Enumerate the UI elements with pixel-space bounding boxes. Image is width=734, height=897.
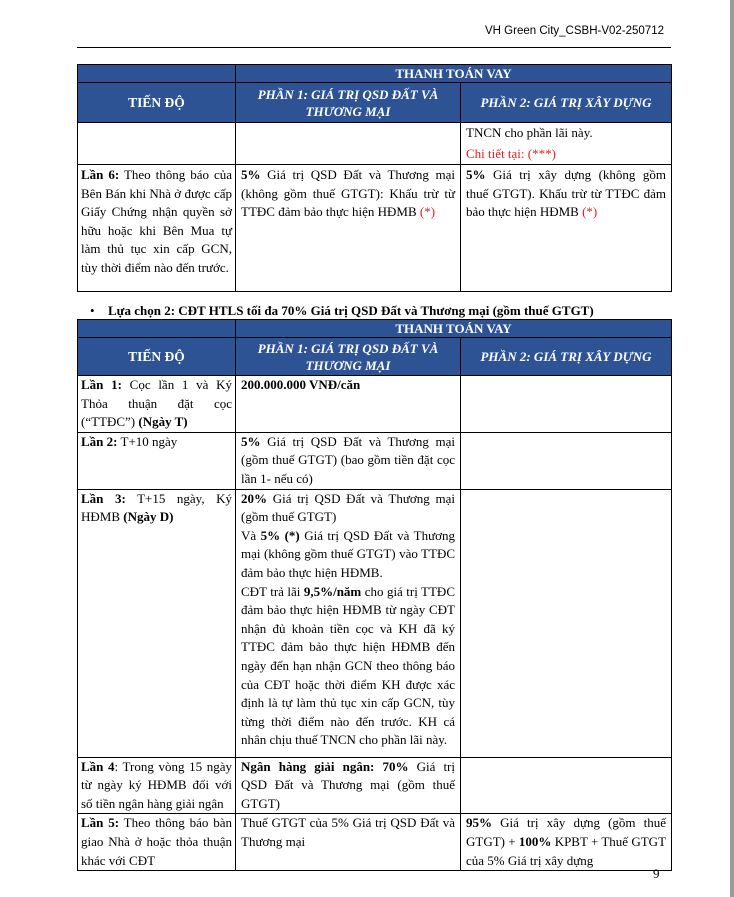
column-header-part2: PHẦN 2: GIÁ TRỊ XÂY DỰNG — [461, 83, 672, 123]
page-edge — [730, 0, 734, 897]
progress-cell: Lần 6: Theo thông báo của Bên Bán khi Nhà ở được cấp Giấy Chứng nhận quyền sở hữu hoặc khi Bên Mua tự làm thủ tục xin cấp GCN, tùy thời điểm nào đến trước. — [78, 165, 236, 292]
column-header-progress: TIẾN ĐỘ — [78, 338, 236, 376]
progress-cell: Lần 5: Theo thông báo bàn giao Nhà ở hoặc thỏa thuận khác với CĐT — [78, 814, 236, 871]
group-header-loan-payment: THANH TOÁN VAY — [236, 65, 672, 83]
paragraph: CĐT trả lãi 9,5%/năm cho giá trị TTĐC đảm bảo thực hiện HĐMB từ ngày CĐT nhận đủ khoản tiền cọc và KH đã ký TTĐC đảm bảo thực hiện HĐMB đến ngày đến hạn nhận GCN theo thông báo của CĐT hoặc thời điểm KH được xác định là tự làm thủ tục xin cấp GCN, tùy từng thời điểm nào đến trước. KH cá nhân chịu thuế TNCN cho phần lãi này. — [241, 583, 455, 748]
table-row — [78, 165, 672, 292]
column-header-part1: PHẦN 1: GIÁ TRỊ QSD ĐẤT VÀ THƯƠNG MẠI — [236, 83, 461, 123]
part2-cell — [461, 757, 672, 814]
part1-cell: 200.000.000 VNĐ/căn — [236, 376, 461, 433]
part2-cell: 95% Giá trị xây dựng (gồm thuế GTGT) + 100% KPBT + Thuế GTGT của 5% Giá trị xây dựng — [461, 814, 672, 871]
table-row — [78, 814, 672, 871]
table-row — [78, 489, 672, 757]
table-row — [78, 432, 672, 489]
progress-cell: Lần 2: T+10 ngày — [78, 432, 236, 489]
payment-table-option1 — [77, 64, 672, 292]
paragraph: Và 5% (*) Giá trị QSD Đất và Thương mại (không gồm thuế GTGT) vào TTĐC đảm bảo thực hiện HĐMB. — [241, 527, 455, 580]
payment-table-option2 — [77, 319, 672, 871]
page-number: 9 — [653, 866, 660, 881]
part1-cell: Ngân hàng giải ngân: 70% Giá trị QSD Đất và Thương mại (gồm thuế GTGT) — [236, 757, 461, 814]
part1-cell: Thuế GTGT của 5% Giá trị QSD Đất và Thương mại — [236, 814, 461, 871]
progress-cell: Lần 1: Cọc lần 1 và Ký Thỏa thuận đặt cọc (“TTĐC”) (Ngày T) — [78, 376, 236, 433]
table-cell — [78, 123, 236, 165]
column-header-part1: PHẦN 1: GIÁ TRỊ QSD ĐẤT VÀ THƯƠNG MẠI — [236, 338, 461, 376]
part1-cell — [236, 489, 461, 757]
column-header-progress: TIẾN ĐỘ — [78, 83, 236, 123]
table-header-empty — [78, 320, 236, 338]
table-cell — [461, 123, 672, 165]
progress-cell: Lần 4: Trong vòng 15 ngày từ ngày ký HĐMB đối với số tiền ngân hàng giải ngân — [78, 757, 236, 814]
part1-cell: 5% Giá trị QSD Đất và Thương mại (không gồm thuế GTGT): Khấu trừ từ TTĐC đảm bảo thực hiện HĐMB (*) — [236, 165, 461, 292]
part2-cell — [461, 432, 672, 489]
continued-text: TNCN cho phần lãi này. — [466, 125, 593, 140]
bullet-icon: • — [90, 303, 95, 318]
option2-title: Lựa chọn 2: CĐT HTLS tối đa 70% Giá trị QSD Đất và Thương mại (gồm thuế GTGT) — [108, 303, 594, 318]
table-cell — [236, 123, 461, 165]
detail-reference: Chi tiết tại: (***) — [466, 145, 556, 161]
document-code: VH Green City_CSBH-V02-250712 — [485, 25, 664, 37]
column-header-part2: PHẦN 2: GIÁ TRỊ XÂY DỰNG — [461, 338, 672, 376]
part2-cell — [461, 489, 672, 757]
part1-cell: 5% Giá trị QSD Đất và Thương mại (gồm thuế GTGT) (bao gồm tiền đặt cọc lần 1- nếu có) — [236, 432, 461, 489]
table-row — [78, 376, 672, 433]
header-rule — [77, 47, 671, 48]
part2-cell: 5% Giá trị xây dựng (không gồm thuế GTGT). Khấu trừ từ TTĐC đảm bảo thực hiện HĐMB (*) — [461, 165, 672, 292]
table-row — [78, 757, 672, 814]
progress-cell: Lần 3: T+15 ngày, Ký HĐMB (Ngày D) — [78, 489, 236, 757]
part2-cell — [461, 376, 672, 433]
table-header-empty — [78, 65, 236, 83]
paragraph: 20% Giá trị QSD Đất và Thương mại (gồm thuế GTGT) — [241, 490, 455, 525]
group-header-loan-payment: THANH TOÁN VAY — [236, 320, 672, 338]
